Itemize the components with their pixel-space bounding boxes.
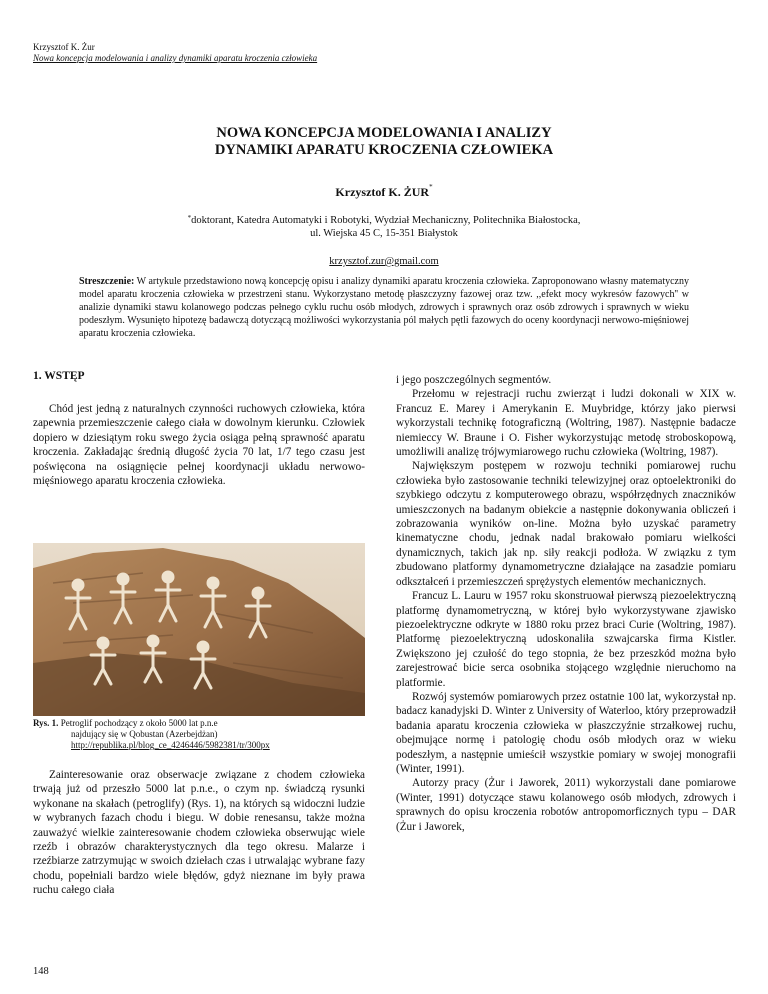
header-author: Krzysztof K. Żur [33, 42, 95, 52]
figure-label: Rys. 1. [33, 718, 59, 728]
left-column-bottom [33, 768, 365, 898]
abstract-label: Streszczenie: [79, 276, 135, 287]
petroglyph-image [33, 543, 365, 716]
left-column-top [33, 402, 365, 488]
right-paragraph-0: i jego poszczególnych segmentów. [396, 374, 552, 386]
header-title: Nowa koncepcja modelowania i analizy dynamiki aparatu kroczenia człowieka [33, 53, 318, 63]
title-line-1: NOWA KONCEPCJA MODELOWANIA I ANALIZY [216, 125, 552, 141]
right-paragraph-4: Rozwój systemów pomiarowych przez ostatnie 100 lat, wykorzystał np. badacz kanadyjski D. Winter z University of Waterloo, który przeprowadził badania aparatu kroczenia człowieka w płaszczyźnie strzałkowej ruchu, obejmujące normę i patologię chodu osób młodych oraz w wieku podeszłym, a następnie umieścił wszystkie pomiary w swojej monografii (Winter, 1991). [396, 690, 736, 775]
title-line-2: DYNAMIKI APARATU KROCZENIA CZŁOWIEKA [214, 142, 554, 158]
abstract [79, 275, 689, 340]
running-header [33, 42, 317, 64]
affiliation-line-1: doktorant, Katedra Automatyki i Robotyki, Wydział Mechaniczny, Politechnika Białostocka, [191, 215, 581, 226]
left-paragraph-1: Chód jest jedną z naturalnych czynności ruchowych człowieka, która zapewnia przemieszczenie całego ciała w dowolnym kierunku. Człowiek dopiero w dziesiątym roku swego życia osiąga pełną sprawność aparatu kroczenia. Zakładając średnią długość życia 70 lat, 1/7 tego czasu jest poświęcona na osiągnięcie pełnej koordynacji układu nerwowo-mięśniowego aparatu kroczenia człowieka. [33, 403, 365, 488]
author-name: Krzysztof K. ŻUR [335, 185, 430, 199]
paper-title [0, 125, 768, 159]
section-heading: 1. WSTĘP [33, 370, 85, 382]
affiliation [0, 214, 768, 240]
page-number: 148 [33, 966, 49, 977]
left-paragraph-2: Zainteresowanie oraz obserwacje związane z chodem człowieka trwają już od przeszło 5000 lat p.n.e., o czym np. świadczą rysunki wykonane na skałach (petroglify) (Rys. 1), na których są widoczni ludzie w wybranych fazach chodu i biegu. W dobie renesansu, także można zauważyć wielkie zainteresowanie chodem człowieka obserwując wiele rzeźb i obrazów charakterystycznych dla tego okresu. Malarze i rzeźbiarze zatrzymując w swoich dziełach czas i utrwalając wybrane fazy chodu, popełniali bardzo wiele błędów, gdyż nieznane im były prawa ruchu całego ciała [33, 769, 365, 897]
affiliation-line-2: ul. Wiejska 45 C, 15-351 Białystok [310, 228, 458, 239]
right-paragraph-3: Francuz L. Lauru w 1957 roku skonstruował pierwszą piezoelektryczną platformę dynamometryczną, w której było wykorzystywane zjawisko piezoelektryczne odkryte w 1880 roku przez braci Curie (Woltring, 1987). Platformę piezoelektryczną udoskonaliła szwajcarska firma Kistler. Zwiększono jej czułość do tego stopnia, że bez przeszkód można było zarejestrować bicie serca osobnika stojącego względnie nieruchomo na platformie. [396, 590, 736, 689]
petroglyph-figure [33, 543, 365, 716]
abstract-text: W artykule przedstawiono nową koncepcję opisu i analizy dynamiki aparatu kroczenia człowieka. Zaproponowano własny matematyczny model aparatu kroczenia człowieka w przestrzeni stanu. Wykorzystano metodę płaszczyzny fazowej oraz tzw. ,,efekt mocy wykresów fazowych'' w analizie dynamiki stawu kolanowego podczas pełnego cyklu ruchu osób młodych, zdrowych i sprawnych oraz osób zdrowych i sprawnych w wieku podeszłym. Wysunięto hipotezę badawczą dotyczącą możliwości wykorzystania pól małych pętli fazowych do oceny koordynacji nerwowo-mięśniowej aparatu kroczenia człowieka. [79, 276, 689, 339]
right-paragraph-2: Największym postępem w rozwoju techniki pomiarowej ruchu człowieka było zastosowanie techniki telewizyjnej oraz optoelektroniki do szybkiego odczytu z komputerowego obrazu, współrzędnych znaczników umieszczonych na badanym obiekcie a następnie dokonywania obliczeń i zobrazowania wyników on-line. Można było uzyskać parametry kinematyczne chodu, jednak nadal brakowało pomiaru wielkości dynamicznych, takich jak np. siły reakcji podłoża. W związku z tym zbudowano platformy dynamometryczne działające na zasadzie pomiaru odkształceń i przemieszczeń sprężystych elementów mechanicznych. [396, 460, 736, 588]
author [0, 185, 768, 200]
right-paragraph-5: Autorzy pracy (Żur i Jaworek, 2011) wykorzystali dane pomiarowe (Winter, 1991) dotyczące stawu kolanowego osób młodych, zdrowych i sprawnych do opisu kroczenia robotów antropomorficznych typu – DAR (Żur i Jaworek, [396, 777, 736, 833]
figure-caption-line-2: najdujący się w Qobustan (Azerbejdżan) [71, 729, 218, 739]
right-column [396, 373, 736, 834]
right-paragraph-1: Przełomu w rejestracji ruchu zwierząt i ludzi dokonali w XIX w. Francuz E. Marey i Amerykanin E. Muybridge, którzy jako pierwsi wykorzystali technikę fotograficzną (Woltring, 1987). Następnie badacze niemieccy W. Braune i O. Fisher wykorzystując metodę stroboskopową, umożliwili analizę trójwymiarowego ruchu człowieka (Woltring, 1987). [396, 388, 736, 459]
email-link[interactable]: krzysztof.zur@gmail.com [329, 256, 439, 267]
author-mark: * [429, 183, 433, 191]
email [0, 256, 768, 267]
affiliation-mark: * [187, 214, 192, 222]
figure-caption-line-1: Petroglif pochodzący z około 5000 lat p.n.e [58, 718, 218, 728]
figure-url[interactable]: http://republika.pl/blog_ce_4246446/5982381/tr/300px [71, 740, 270, 750]
figure-caption [33, 718, 373, 751]
